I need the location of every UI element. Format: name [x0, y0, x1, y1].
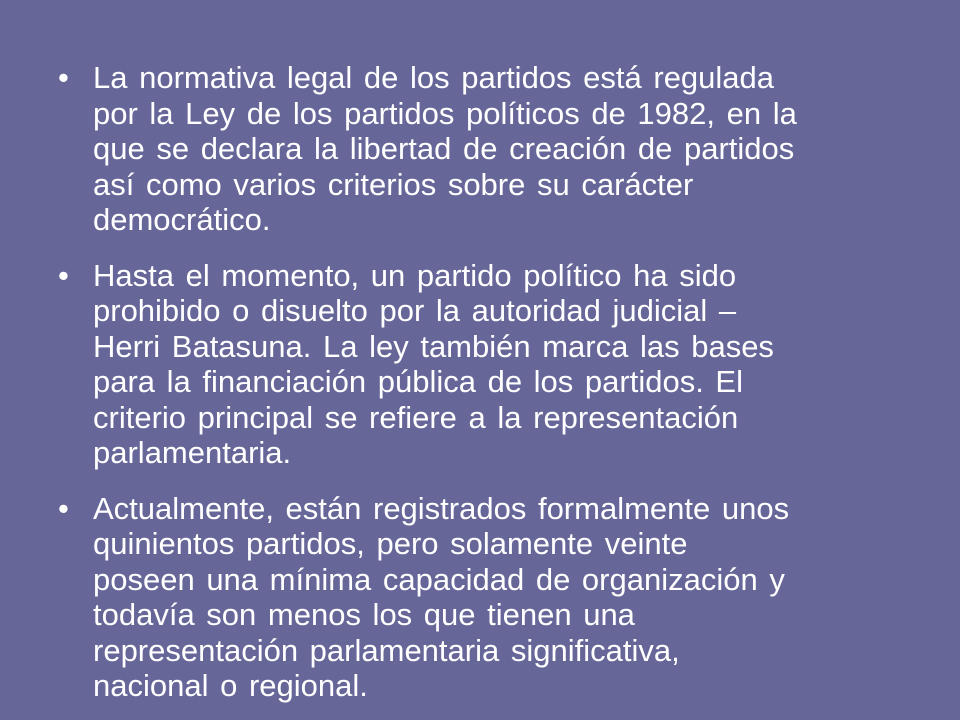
bullet-item-ley-partidos [48, 60, 928, 238]
bullet-item-prohibicion [48, 258, 928, 471]
bullet-text-line: quinientos partidos, pero solamente veinte [93, 526, 688, 561]
bullet-text-line: Hasta el momento, un partido político ha sido [93, 257, 737, 293]
bullet-text-line: representación parlamentaria significativa, [93, 632, 680, 668]
bullet-text-line: democrático. [93, 202, 271, 237]
bullet-icon: • [58, 60, 69, 95]
bullet-text-line: Actualmente, están registrados formalmente unos [93, 490, 790, 526]
bullet-text-line: por la Ley de los partidos políticos de 1982, en la [93, 95, 797, 131]
bullet-icon: • [58, 490, 69, 526]
bullet-text-line: criterio principal se refiere a la representación [93, 399, 739, 435]
bullet-icon: • [58, 257, 69, 293]
bullet-text-line: parlamentaria. [93, 435, 292, 470]
bullet-text-line: poseen una mínima capacidad de organización y [93, 561, 785, 597]
bullet-text-line: La normativa legal de los partidos está regulada [93, 60, 775, 95]
bullet-list [48, 60, 928, 704]
bullet-text-line: que se declara la libertad de creación de partidos [93, 131, 795, 166]
bullet-text-line: así como varios criterios sobre su carácter [93, 166, 694, 202]
bullet-text-line: nacional o regional. [93, 668, 368, 703]
bullet-text-line: prohibido o disuelto por la autoridad judicial – [93, 293, 737, 328]
bullet-text-line: Herri Batasuna. La ley también marca las bases [93, 328, 774, 364]
bullet-text-line: todavía son menos los que tienen una [93, 597, 635, 632]
bullet-text-line: para la financiación pública de los partidos. El [93, 364, 743, 399]
bullet-item-registrados [48, 491, 928, 704]
